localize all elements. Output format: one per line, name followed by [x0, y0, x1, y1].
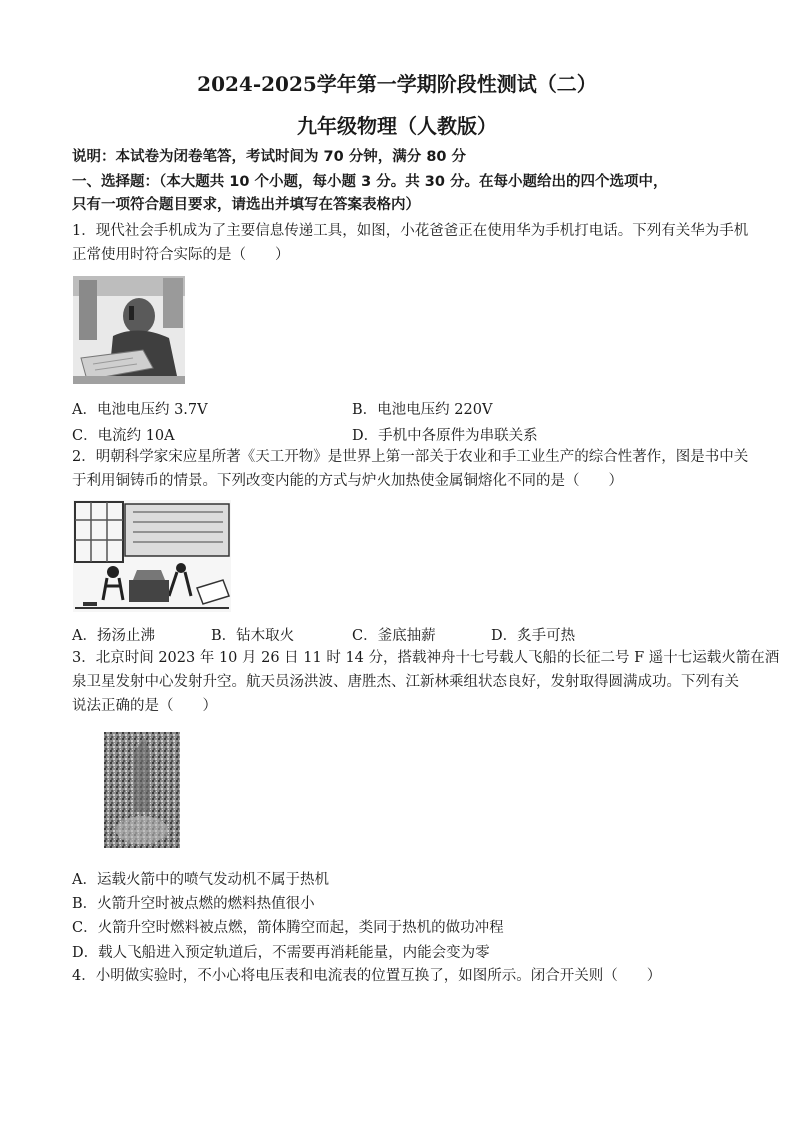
question-2-line1: 2．明朝科学家宋应星所著《天工开物》是世界上第一部关于农业和手工业生产的综合性著作，图是书中关	[72, 449, 749, 465]
section-heading-line1: 一、选择题：（本大题共 10 个小题，每小题 3 分。共 30 分。在每小题给出的四个选项中，	[72, 174, 668, 190]
question-1-option-b: B．电池电压约 220V	[352, 402, 493, 418]
question-2-option-b: B．钻木取火	[211, 628, 295, 644]
question-2-option-a: A．扬汤止沸	[72, 628, 155, 644]
question-3-line1: 3．北京时间 2023 年 10 月 26 日 11 时 14 分，搭载神舟十七号载人飞船的长征二号 F 遥十七运载火箭在酒	[72, 650, 780, 666]
question-1-option-d: D．手机中各原件为串联关系	[352, 428, 538, 444]
question-1-option-a: A．电池电压约 3.7V	[72, 402, 208, 418]
question-3-option-b: B．火箭升空时被点燃的燃料热值很小	[72, 896, 315, 912]
exam-title: 2024-2025学年第一学期阶段性测试（二）	[197, 72, 597, 96]
rocket-launch-photo	[104, 732, 180, 848]
exam-subtitle: 九年级物理（人教版）	[297, 114, 497, 138]
question-3-line2: 泉卫星发射中心发射升空。航天员汤洪波、唐胜杰、江新林乘组状态良好，发射取得圆满成功。下列有关	[72, 674, 739, 690]
question-1-option-c: C．电流约 10A	[72, 428, 175, 444]
section-heading-line2: 只有一项符合题目要求，请选出并填写在答案表格内）	[72, 197, 420, 213]
question-4-line1: 4．小明做实验时，不小心将电压表和电流表的位置互换了，如图所示。闭合开关则（ ）	[72, 968, 662, 984]
copper-coin-casting-illustration	[73, 500, 231, 612]
question-3-option-c: C．火箭升空时燃料被点燃，箭体腾空而起，类同于热机的做功冲程	[72, 920, 504, 936]
question-3-line3: 说法正确的是（ ）	[72, 698, 217, 714]
phone-call-photo	[73, 276, 185, 384]
question-1-line1: 1．现代社会手机成为了主要信息传递工具，如图，小花爸爸正在使用华为手机打电话。下列有关华为手机	[72, 223, 749, 239]
question-2-option-d: D．炙手可热	[491, 628, 576, 644]
question-3-option-d: D．载人飞船进入预定轨道后，不需要再消耗能量，内能会变为零	[72, 945, 490, 961]
question-3-option-a: A．运载火箭中的喷气发动机不属于热机	[72, 872, 329, 888]
instructions: 说明：本试卷为闭卷笔答，考试时间为 70 分钟，满分 80 分	[72, 149, 467, 165]
question-2-option-c: C．釜底抽薪	[352, 628, 436, 644]
question-1-line2: 正常使用时符合实际的是（ ）	[72, 247, 290, 263]
question-2-line2: 于利用铜铸币的情景。下列改变内能的方式与炉火加热使金属铜熔化不同的是（ ）	[72, 473, 623, 489]
